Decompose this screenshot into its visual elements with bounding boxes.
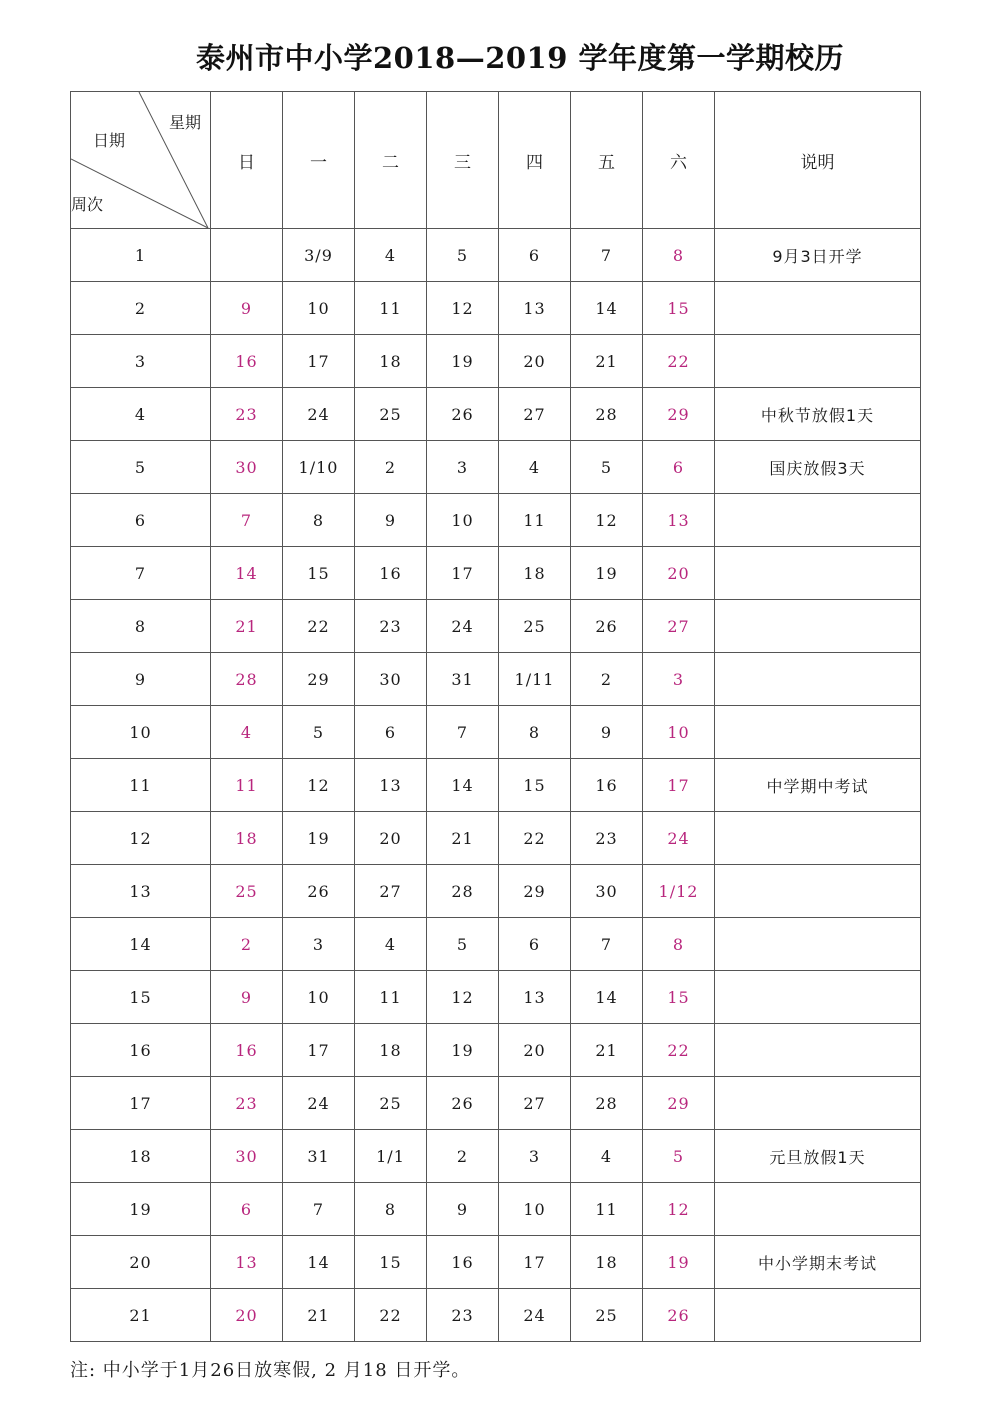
week-number-cell: 6 [71,494,211,547]
date-cell: 25 [355,1077,427,1130]
table-row [71,971,921,1024]
date-cell: 2 [427,1130,499,1183]
date-cell: 10 [643,706,715,759]
date-cell: 28 [211,653,283,706]
date-cell: 27 [643,600,715,653]
date-cell: 28 [571,1077,643,1130]
date-cell: 25 [355,388,427,441]
date-cell: 11 [355,282,427,335]
date-cell: 1/11 [499,653,571,706]
date-cell: 3 [643,653,715,706]
date-cell: 5 [643,1130,715,1183]
header-day: 五 [571,92,643,229]
date-cell: 28 [571,388,643,441]
date-cell: 5 [283,706,355,759]
week-number-cell: 15 [71,971,211,1024]
date-cell: 29 [283,653,355,706]
calendar-body [71,229,921,1342]
date-cell: 28 [427,865,499,918]
date-cell: 14 [211,547,283,600]
table-row [71,1289,921,1342]
date-cell: 6 [355,706,427,759]
date-cell: 3 [427,441,499,494]
date-cell: 3 [499,1130,571,1183]
week-number-cell: 17 [71,1077,211,1130]
date-cell: 6 [499,229,571,282]
date-cell: 17 [283,335,355,388]
week-number-cell: 18 [71,1130,211,1183]
date-cell: 13 [211,1236,283,1289]
date-cell: 15 [643,971,715,1024]
date-cell: 8 [643,229,715,282]
date-cell: 27 [499,1077,571,1130]
school-calendar-table [70,91,921,1342]
date-cell: 26 [283,865,355,918]
date-cell: 11 [355,971,427,1024]
date-cell: 21 [211,600,283,653]
date-cell: 26 [571,600,643,653]
date-cell: 10 [283,282,355,335]
date-cell: 9 [211,282,283,335]
date-cell: 25 [211,865,283,918]
note-cell [715,335,921,388]
header-day: 六 [643,92,715,229]
week-number-cell: 4 [71,388,211,441]
date-cell: 10 [283,971,355,1024]
date-cell: 12 [571,494,643,547]
date-cell: 2 [571,653,643,706]
date-cell: 13 [643,494,715,547]
date-cell: 4 [355,229,427,282]
table-row [71,653,921,706]
table-row [71,759,921,812]
note-cell [715,1183,921,1236]
note-cell: 中小学期末考试 [715,1236,921,1289]
date-cell: 7 [283,1183,355,1236]
header-day: 二 [355,92,427,229]
date-cell: 19 [427,1024,499,1077]
date-cell: 17 [427,547,499,600]
date-cell: 19 [571,547,643,600]
date-cell: 24 [283,1077,355,1130]
table-row [71,494,921,547]
date-cell: 26 [427,1077,499,1130]
header-note: 说明 [715,92,921,229]
week-number-cell: 16 [71,1024,211,1077]
date-cell: 20 [211,1289,283,1342]
date-cell: 26 [427,388,499,441]
table-row [71,1183,921,1236]
corner-label-weeknum: 周次 [71,195,104,214]
date-cell: 10 [499,1183,571,1236]
week-number-cell: 13 [71,865,211,918]
date-cell [211,229,283,282]
note-cell [715,1024,921,1077]
date-cell: 29 [643,388,715,441]
date-cell: 4 [355,918,427,971]
date-cell: 18 [499,547,571,600]
date-cell: 9 [211,971,283,1024]
date-cell: 31 [427,653,499,706]
week-number-cell: 9 [71,653,211,706]
week-number-cell: 14 [71,918,211,971]
corner-label-date: 日期 [93,131,126,150]
date-cell: 16 [427,1236,499,1289]
table-row [71,547,921,600]
date-cell: 17 [499,1236,571,1289]
table-row [71,335,921,388]
date-cell: 23 [571,812,643,865]
date-cell: 18 [211,812,283,865]
date-cell: 11 [571,1183,643,1236]
date-cell: 18 [355,1024,427,1077]
header-day: 四 [499,92,571,229]
date-cell: 6 [211,1183,283,1236]
date-cell: 3 [283,918,355,971]
date-cell: 23 [211,388,283,441]
date-cell: 16 [211,335,283,388]
date-cell: 25 [571,1289,643,1342]
date-cell: 1/10 [283,441,355,494]
note-cell [715,282,921,335]
table-row [71,706,921,759]
header-day: 日 [211,92,283,229]
date-cell: 15 [643,282,715,335]
date-cell: 21 [571,335,643,388]
date-cell: 17 [283,1024,355,1077]
week-number-cell: 3 [71,335,211,388]
date-cell: 30 [211,1130,283,1183]
week-number-cell: 11 [71,759,211,812]
date-cell: 17 [643,759,715,812]
date-cell: 11 [499,494,571,547]
date-cell: 21 [571,1024,643,1077]
date-cell: 20 [499,335,571,388]
date-cell: 14 [283,1236,355,1289]
date-cell: 7 [571,918,643,971]
date-cell: 4 [211,706,283,759]
date-cell: 23 [355,600,427,653]
date-cell: 8 [283,494,355,547]
page-title: 泰州市中小学2018—2019 学年度第一学期校历 [195,41,845,75]
header-day: 三 [427,92,499,229]
header-row [71,92,921,229]
date-cell: 19 [427,335,499,388]
date-cell: 22 [643,1024,715,1077]
date-cell: 13 [355,759,427,812]
table-row [71,229,921,282]
date-cell: 26 [643,1289,715,1342]
date-cell: 22 [355,1289,427,1342]
corner-header-cell [71,92,211,229]
date-cell: 5 [427,918,499,971]
week-number-cell: 21 [71,1289,211,1342]
date-cell: 24 [499,1289,571,1342]
date-cell: 16 [355,547,427,600]
date-cell: 9 [355,494,427,547]
corner-label-weekday: 星期 [169,113,202,132]
date-cell: 21 [283,1289,355,1342]
note-cell [715,600,921,653]
date-cell: 7 [211,494,283,547]
date-cell: 5 [571,441,643,494]
date-cell: 15 [499,759,571,812]
date-cell: 12 [427,282,499,335]
footnote: 注: 中小学于1月26日放寒假, 2 月18 日开学。 [70,1360,471,1381]
date-cell: 8 [355,1183,427,1236]
note-cell [715,1289,921,1342]
date-cell: 30 [355,653,427,706]
date-cell: 19 [283,812,355,865]
note-cell [715,547,921,600]
date-cell: 7 [427,706,499,759]
date-cell: 27 [355,865,427,918]
date-cell: 20 [499,1024,571,1077]
note-cell [715,971,921,1024]
note-cell [715,865,921,918]
date-cell: 20 [643,547,715,600]
table-row [71,441,921,494]
date-cell: 12 [427,971,499,1024]
date-cell: 22 [283,600,355,653]
date-cell: 10 [427,494,499,547]
date-cell: 8 [643,918,715,971]
date-cell: 29 [643,1077,715,1130]
date-cell: 1/1 [355,1130,427,1183]
date-cell: 24 [427,600,499,653]
date-cell: 13 [499,971,571,1024]
date-cell: 30 [211,441,283,494]
date-cell: 18 [571,1236,643,1289]
date-cell: 2 [211,918,283,971]
note-cell [715,918,921,971]
date-cell: 6 [643,441,715,494]
table-row [71,1236,921,1289]
header-day: 一 [283,92,355,229]
date-cell: 8 [499,706,571,759]
date-cell: 22 [499,812,571,865]
table-row [71,918,921,971]
date-cell: 20 [355,812,427,865]
table-row [71,1024,921,1077]
date-cell: 14 [427,759,499,812]
date-cell: 30 [571,865,643,918]
week-number-cell: 8 [71,600,211,653]
date-cell: 24 [643,812,715,865]
date-cell: 6 [499,918,571,971]
date-cell: 3/9 [283,229,355,282]
date-cell: 18 [355,335,427,388]
date-cell: 24 [283,388,355,441]
week-number-cell: 7 [71,547,211,600]
note-cell: 中秋节放假1天 [715,388,921,441]
date-cell: 25 [499,600,571,653]
date-cell: 9 [571,706,643,759]
date-cell: 2 [355,441,427,494]
date-cell: 16 [211,1024,283,1077]
table-row [71,388,921,441]
date-cell: 16 [571,759,643,812]
date-cell: 5 [427,229,499,282]
date-cell: 22 [643,335,715,388]
note-cell [715,1077,921,1130]
table-row [71,865,921,918]
week-number-cell: 10 [71,706,211,759]
week-number-cell: 2 [71,282,211,335]
date-cell: 4 [571,1130,643,1183]
note-cell [715,494,921,547]
date-cell: 21 [427,812,499,865]
date-cell: 27 [499,388,571,441]
note-cell: 元旦放假1天 [715,1130,921,1183]
note-cell: 9月3日开学 [715,229,921,282]
date-cell: 12 [643,1183,715,1236]
date-cell: 9 [427,1183,499,1236]
table-row [71,812,921,865]
note-cell [715,812,921,865]
date-cell: 7 [571,229,643,282]
date-cell: 11 [211,759,283,812]
date-cell: 1/12 [643,865,715,918]
date-cell: 15 [283,547,355,600]
date-cell: 12 [283,759,355,812]
week-number-cell: 12 [71,812,211,865]
week-number-cell: 5 [71,441,211,494]
table-row [71,1130,921,1183]
date-cell: 13 [499,282,571,335]
note-cell [715,653,921,706]
table-row [71,600,921,653]
date-cell: 31 [283,1130,355,1183]
date-cell: 23 [211,1077,283,1130]
date-cell: 4 [499,441,571,494]
date-cell: 23 [427,1289,499,1342]
table-row [71,282,921,335]
date-cell: 29 [499,865,571,918]
week-number-cell: 20 [71,1236,211,1289]
table-row [71,1077,921,1130]
note-cell: 中学期中考试 [715,759,921,812]
date-cell: 19 [643,1236,715,1289]
note-cell [715,706,921,759]
note-cell: 国庆放假3天 [715,441,921,494]
date-cell: 14 [571,282,643,335]
date-cell: 15 [355,1236,427,1289]
week-number-cell: 1 [71,229,211,282]
week-number-cell: 19 [71,1183,211,1236]
date-cell: 14 [571,971,643,1024]
